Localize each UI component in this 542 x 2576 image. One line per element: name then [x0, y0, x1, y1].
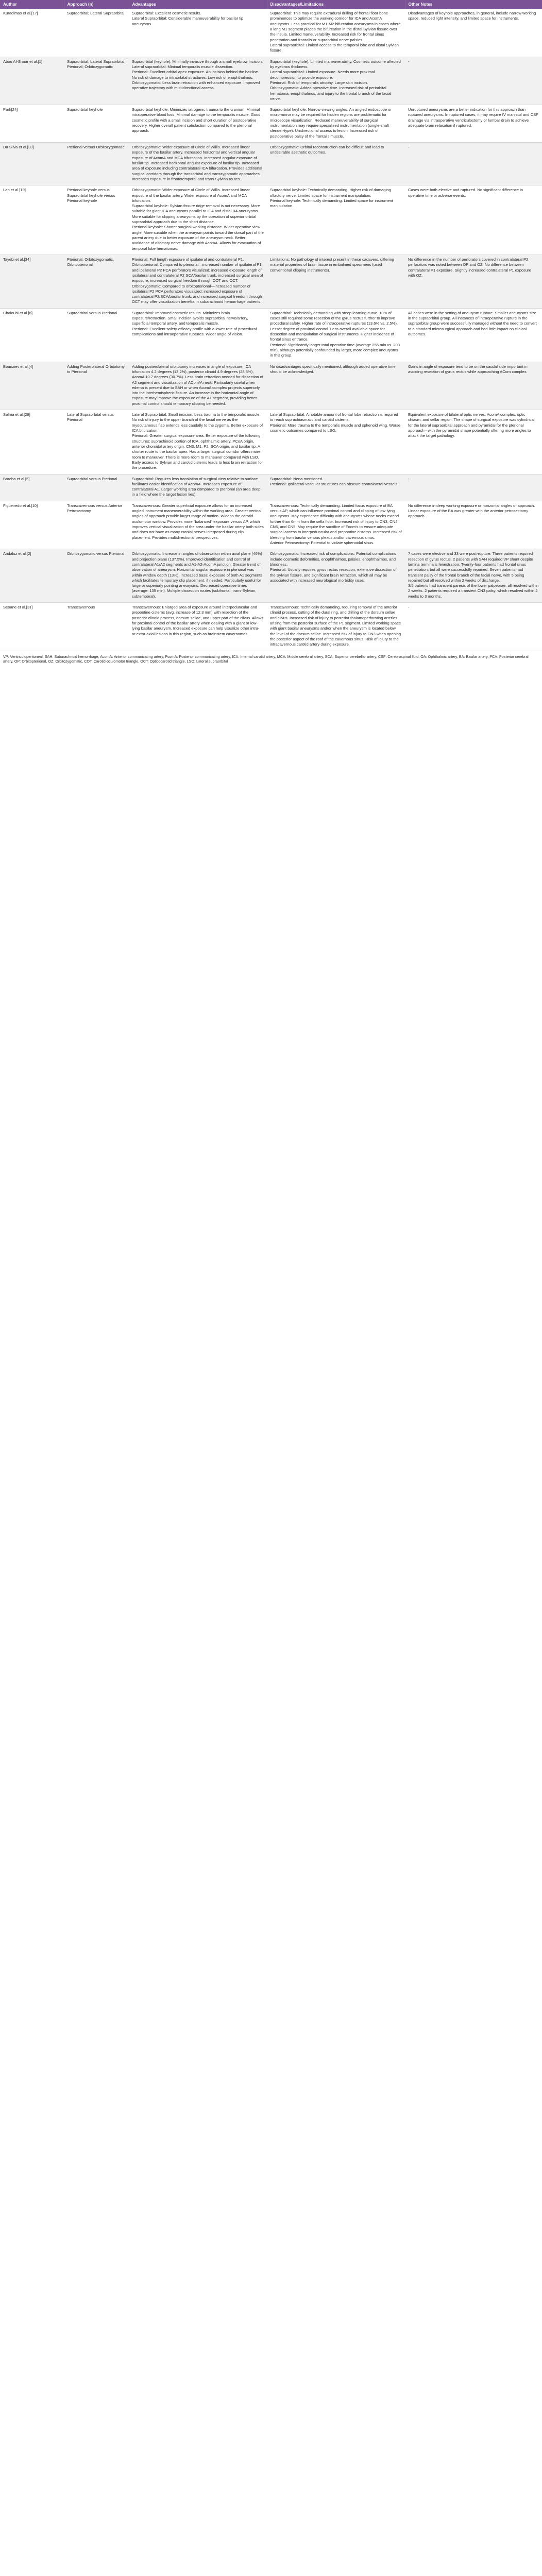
disadvantages-cell: Supraorbital: This may require extradural drilling of frontal floor bone prominences to optimize the working corridor for ICA and AcomA aneurysms. Less practical for M1-M2 bifurcation aneurysms in cases where a long M1 segment places the bifurcation in the distal Sylvian fissure over the insula. Limited maneuverability. Increased risk for frontal sinus penetration and frontalis or supraorbital nerve palsies. Lateral supraorbital: Limited access to the temporal lobe and distal Sylvian fissure.: [267, 9, 405, 57]
author-cell: Figueiredo et al.[10]: [0, 501, 64, 549]
disadvantages-cell: Lateral Supraorbital: A notable amount of frontal lobe retraction is required to reach suprachiasmatic and carotid cisterns. Pterional: More trauma to the temporalis muscle and sphenoid wing. Worse cosmetic outcomes compared to LSO.: [267, 410, 405, 474]
approach-comparison-table: [0, 0, 542, 651]
review-table-container: [0, 0, 542, 666]
notes-cell: -: [405, 603, 542, 651]
author-cell: Bounziev et al.[4]: [0, 362, 64, 410]
approach-cell: Transcavernous versus Anterior Petrosectomy: [64, 501, 129, 549]
notes-cell: Equivalent exposure of bilateral optic nerves, AcomA complex, optic chiasm, and sellar region. The shape of surgical exposure was cylindrical for the lateral supraorbital approach and pyramidal for the pterional approach - with the pyramidal shape potentially offering more angles to attack the target pathology.: [405, 410, 542, 474]
table-row: [0, 57, 542, 105]
header-row: [0, 0, 542, 9]
notes-cell: Gains in angle of exposure tend to be on the caudal side important in avoiding resection of gyrus rectus while approaching ACom complex.: [405, 362, 542, 410]
author-cell: Salma et al.[29]: [0, 410, 64, 474]
advantages-cell: Orbitozygomatic: Wider exposure of Circle of Willis. Increased linear exposure of the basilar artery. Wider exposure of AcomA and MCA bifurcation. Supraorbital keyhole: Sylvian fissure ridge removal is not necessary. More suitable for giant ICA aneurysms parallel to ICA and distal BA aneurysms. More suitable for clipping aneurysms by the operation of superior orbital supraorbital approach due to the short distance. Pterional keyhole: Shorter surgical working distance. Wider operative view angle. More suitable when the aneurysm points toward the dorsal part of the parent artery due to better exposure of the aneurysm neck. Better avoidance of olfactory nerve damage with AcomA. Allows for evacuation of temporal lobe hematomas.: [129, 185, 267, 255]
notes-cell: -: [405, 474, 542, 501]
author-cell: Boreha et al.[5]: [0, 474, 64, 501]
table-row: [0, 255, 542, 308]
disadvantages-cell: Orbitozygomatic: Orbital reconstruction can be difficult and lead to undesirable aesthetic outcomes.: [267, 143, 405, 185]
table-row: [0, 9, 542, 57]
advantages-cell: Pterional: Full length exposure of ipsilateral and contralateral P1. Orbitopterional: Compared to pterional—increased number of ipsilateral P1 and ipsilateral P2 PCA perforators visualized; increased exposure length of ipsilateral and contralateral P2 SCA/basilar trunk, increased surgical area of exposure, increased surgical freedom through COT and OCT. Orbitozygomatic: Compared to orbitopterional—increased number of ipsilateral P2 PCA perforators visualized; increased exposure of contralateral P2/SCA/basilar trunk, and increased surgical freedom through OCT may offer visualization benefits in subarachnoid hemorrhage patients.: [129, 255, 267, 308]
column-header-approach: Approach (n): [64, 0, 129, 9]
author-cell: Tayebi et al.[34]: [0, 255, 64, 308]
table-row: [0, 603, 542, 651]
author-cell: Kuradimas et al.[17]: [0, 9, 64, 57]
notes-cell: -: [405, 57, 542, 105]
column-header-author: Author: [0, 0, 64, 9]
advantages-cell: Supraorbital keyhole: Minimizes iatrogenic trauma to the cranium. Minimal intraoperative blood loss. Minimal damage to the temporalis muscle. Good cosmetic profile with a small incision and short duration of postoperative recovery. Higher overall patient satisfaction compared to the pterional approach.: [129, 105, 267, 143]
author-cell: Abou Al-Shaar et al.[1]: [0, 57, 64, 105]
column-header-disadvantages: Disadvantages/Limitations: [267, 0, 405, 9]
author-cell: Seoane et al.[31]: [0, 603, 64, 651]
disadvantages-cell: Supraorbital keyhole: Technically demanding. Higher risk of damaging olfactory nerve. Limited space for instrument manipulation. Pterional keyhole: Technically demanding. Limited space for instrument manipulation.: [267, 185, 405, 255]
disadvantages-cell: Transcavernous: Technically demanding. Limited focus exposure of BA versus AP, which can influence proximal control and clipping of low-lying aneurysms. May experience difficulty with aneurysms whose necks extend further than 6mm from the sella floor. Increased risk of injury to CN3, CN4, CN6, and CN5. May require the sacrifice of Foom's to ensure adequate surgical access to interpeduncular and prepontine cisterns. Increased risk of bleeding from basilar venous plexus and/or cavernous sinus. Anterior Petrosectomy: Potential to violate sphenoidal sinus.: [267, 501, 405, 549]
table-row: [0, 362, 542, 410]
approach-cell: Supraorbital keyhole: [64, 105, 129, 143]
approach-cell: Adding Posterolateral Orbitotomy to Pterional: [64, 362, 129, 410]
table-row: [0, 474, 542, 501]
approach-cell: Supraorbital versus Pterional: [64, 474, 129, 501]
advantages-cell: Orbitozygomatic: Increase in angles of observation within axial plane (46%) and projection plane (137.5%). Improved identification and control of contralateral A1/A2 segments and A1-A2-AcomA junction. Greater trend of observation of aneurysm. Horizontal angular exposure in pterional was within window depth (13%). Increased basal exposure of both A1 segments which facilitates temporary clip placement, if needed. Particularly useful for large or superiorly pointing aneurysms. Decreased operative times (average: 135 min). Multiple dissection routes (subfrontal, trans-Sylvian, subtemporal).: [129, 549, 267, 603]
notes-cell: No difference in deep working exposure or horizontal angles of approach. Linear exposure of the BA was greater with the anterior petrosectomy approach.: [405, 501, 542, 549]
advantages-cell: Adding posterolateral orbitotomy increases in angle of exposure: ICA bifurcation 4.2 degrees (13.2%), posterior clinoid 4.9 degrees (28.5%), AcomA 10.7 degrees (30.7%). Less brain retraction needed for dissection of A2 segment and visualization of ACom/A neck. Particularly useful when edema is present due to SAH or when AcomA complex projects superiorly into the interhemispheric fissure. An increase in the horizontal angle of exposure may improve the exposure of the A1 segment, providing better proximal control should temporary clipping be needed.: [129, 362, 267, 410]
table-body: [0, 9, 542, 651]
approach-cell: Pterional versus Orbitozygomatic: [64, 143, 129, 185]
author-cell: Andaluz et al.[2]: [0, 549, 64, 603]
table-row: [0, 501, 542, 549]
notes-cell: Cases were both elective and ruptured. No significant difference in operative time or adverse events.: [405, 185, 542, 255]
author-cell: Chalouhi et al.[6]: [0, 308, 64, 362]
author-cell: Da Silva et al.[33]: [0, 143, 64, 185]
approach-cell: Transcavernous: [64, 603, 129, 651]
disadvantages-cell: Supraorbital keyhole: Narrow viewing angles. An angled endoscope or micro-mirror may be required for hidden regions are problematic for microscope visualization. Reduced maneuverability of surgical instrumentation may require specialized instrumentation (single-shaft slender-type). Unidirectional access to lesion. Increased risk of postoperative palsy of the frontalis muscle.: [267, 105, 405, 143]
author-cell: Park[24]: [0, 105, 64, 143]
disadvantages-cell: Supraorbital: Technically demanding with steep learning curve. 10% of cases still required some resection of the gyrus rectus further to improve procedural safety. Higher rate of intraoperative ruptures (13.6% vs. 2.5%). Lesser degree of proximal control. Less overall available space for dissection and manipulation of surgical instruments. Higher incidence of frontal sinus entrance. Pterional: Significantly longer total operative time (average 256 min vs. 203 min), although potentially confounded by larger, more complex aneurysms in this group.: [267, 308, 405, 362]
notes-cell: Unruptured aneurysms are a better indication for this approach than ruptured aneurysms. In ruptured cases, it may require IV mannitol and CSF drainage via intraoperative ventriculostomy or lumbar drain to achieve adequate brain relaxation if ruptured.: [405, 105, 542, 143]
advantages-cell: Orbitozygomatic: Wider exposure of Circle of Willis. Increased linear exposure of the basilar artery. Increased horizontal and vertical angular exposure of AcomA and MCA bifurcation. Increased angular exposure of basilar tip. Increased horizontal angular exposure of basilar tip. Increased area of exposure including contralateral ICA bifurcation. Provides additional surgical corridors through the transorbital and transzygomatic approaches. Increases exposure in frontotemporal and trans-Sylvian routes.: [129, 143, 267, 185]
table-row: [0, 549, 542, 603]
notes-cell: No difference in the number of perforators covered in contralateral P2 perforators was noted between OP and OZ. No difference between contralateral P1 exposure. Slightly increased contralateral P1 exposure with OZ.: [405, 255, 542, 308]
approach-cell: Supraorbital; Lateral Supraorbital; Pterional; Orbitozygomatic: [64, 57, 129, 105]
approach-cell: Pterional, Orbitozygomatic, Orbitopterional: [64, 255, 129, 308]
advantages-cell: Lateral Supraorbital: Small incision. Less trauma to the temporalis muscle. No risk of injury to the upper branch of the facial nerve as the myocutaneous flap extends less caudally to the zygoma. Better exposure of ICA bifurcation. Pterional: Greater surgical exposure area. Better exposure of the following structures: suprachinoid portion of ICA, ophthalmic artery, PCoA origin, anterior choroidal artery origin, CN3, M1, P2, SCA origin, and basilar tip. A shorter route to the basilar apex. Has a larger surgical corridor offers more room to maneuver. There is more room to maneuver compared with LSO. Early access to Sylvian and carotid cisterns leads to less brain retraction for the procedure.: [129, 410, 267, 474]
advantages-cell: Supraorbital: Excellent cosmetic results. Lateral Supraorbital: Considerable maneuverability for basilar tip aneurysms.: [129, 9, 267, 57]
table-row: [0, 410, 542, 474]
notes-cell: -: [405, 143, 542, 185]
disadvantages-cell: Orbitozygomatic: Increased risk of complications. Potential complications include cosmetic deformities, enophthalmos, palsies, enophthalmos, and blindness. Pterional: Usually requires gyrus rectus resection, extensive dissection of the Sylvian fissure, and significant brain retraction, which all may be associated with increased neurological morbidity rates.: [267, 549, 405, 603]
disadvantages-cell: Limitations: No pathology of interest present in these cadavers, differing material properties of brain tissue in embalmed specimens (used conventional clipping instruments).: [267, 255, 405, 308]
notes-cell: All cases were in the setting of aneurysm rupture. Smaller aneurysms size in the supraorbital group. All instances of intraoperative rupture in the supraorbital group were successfully managed without the need to convert to a standard microsurgical approach and had little impact on clinical outcomes.: [405, 308, 542, 362]
approach-cell: Lateral Supraorbital versus Pterional: [64, 410, 129, 474]
table-row: [0, 308, 542, 362]
table-row: [0, 105, 542, 143]
disadvantages-cell: No disadvantages specifically mentioned, although added operative time should be acknowledged.: [267, 362, 405, 410]
notes-cell: 7 cases were elective and 33 were post-rupture. Three patients required resection of gyrus rectus. 2 patients with SAH required VP shunt despite lamina terminalis fenestration. Twenty-four patients had frontal sinus penetration, but all were successfully repaired. Seven patients had transient palsy of the frontal branch of the facial nerve, with 5 being repaired but all resolved within 2 weeks of discharge. 3/5 patients had transient paresis of the lower palpebrae, all resolved within 2 weeks. 2 patients required a transient CN3 palsy, which resolved within 2 weeks to 3 months.: [405, 549, 542, 603]
advantages-cell: Supraorbital: Requires less translation of surgical view relative to surface facilitates easier identification of AcomA. Increases exposure of contralateral A1. Larger working area compared to pterional (an area deep in a field where the target lesion lies).: [129, 474, 267, 501]
advantages-cell: Transcavernous: Enlarged area of exposure around interpeduncular and prepontine cisterns (avg. increase of 12.3 mm) with resection of the posterior clinoid process, dorsum sellae, and upper part of the clivus. Allows for proximal control of the basilar artery when dealing with a giant or low-lying basilar aneurysm. Increased exposure can help visualize other intra- or extra-axial lesions in this region, such as brainstem cavernomas.: [129, 603, 267, 651]
table-header: [0, 0, 542, 9]
disadvantages-cell: Supraorbital (keyhole): Limited maneuverability. Cosmetic outcome affected by eyebrow thickness. Lateral supraorbital: Limited exposure. Needs more proximal decompression to provide exposure. Pterional: Risk of temporalis atrophy. Large skin incision. Orbitozygomatic: Added operative time. Increased risk of periorbital hematoma, enophthalmos, and injury to the frontal branch of the facial nerve.: [267, 57, 405, 105]
advantages-cell: Supraorbital: Improved cosmetic results. Minimizes brain exposure/retraction. Small incision avoids supraorbital nerve/artery, superficial temporal artery, and temporalis muscle. Pterional: Excellent safety-efficacy profile with a lower rate of procedural complications and intraoperative ruptures. Wider angle of vision.: [129, 308, 267, 362]
approach-cell: Supraorbital versus Pterional: [64, 308, 129, 362]
disadvantages-cell: Transcavernous: Technically demanding, requiring removal of the anterior clinoid process, cutting of the dural ring, and drilling of the dorsum sellae and clivus. Increased risk of injury to posterior thalamoperforating arteries arising from the posterior surface of the P1 segment. Limited working space with giant basilar aneurysms and/or when the aneurysm is located below the level of the dorsum sellae. Increased risk of injury to CN3 when opening the posterior aspect of the roof of the cavernous sinus. Risk of injury to the intracavernous carotid artery during exposure.: [267, 603, 405, 651]
table-row: [0, 143, 542, 185]
notes-cell: Disadvantages of keyhole approaches, in general, include narrow working space, reduced light intensity, and limited space for instruments.: [405, 9, 542, 57]
approach-cell: Supraorbital; Lateral Supraorbital: [64, 9, 129, 57]
column-header-advantages: Advantages: [129, 0, 267, 9]
advantages-cell: Transcavernous: Greater superficial exposure allows for an increased angled instrument maneuverability within the working area. Greater vertical angles of approach provide larger range of motion. Widens the carotid-oculomotor window. Provides more "balanced" exposure versus AP, which improves vertical visualization of the area under the basilar artery both sides and does not have as many cranial nerves interposed during clip placement. Provides multidirectional perspectives.: [129, 501, 267, 549]
approach-cell: Orbitozygomatic versus Pterional: [64, 549, 129, 603]
approach-cell: Pterional keyhole versus Supraorbital keyhole versus Pterional keyhole: [64, 185, 129, 255]
column-header-notes: Other Notes: [405, 0, 542, 9]
table-footnote: VP: Ventriculoperitoneal, SAH: Subarachnoid hemorrhage, AcomA: Anterior communicating artery, PcomA: Posterior communicating artery, ICA: Internal carotid artery, MCA: Middle cerebral artery, SCA: Superior cerebellar artery, CSF: Cerebrospinal fluid, OA: Ophthalmic artery, BA: Basilar artery, PCA: Posterior cerebral artery, OP: Orbitopterional, OZ: Orbitozygomatic, COT: Carotid-oculomotor triangle, OCT: Opticocarotid triangle, LSO: Lateral supraorbital: [3, 654, 529, 664]
advantages-cell: Supraorbital (keyhole): Minimally invasive through a small eyebrow incision. Lateral supraorbital: Minimal temporalis muscle dissection. Pterional: Excellent orbital apex exposure. An incision behind the hairline. No risk of damage to intraorbital structures. Low risk of enophthalmos. Orbitozygomatic: Less brain retraction with enhanced exposure. Improved operative trajectory with multidirectional access.: [129, 57, 267, 105]
author-cell: Lan et al.[19]: [0, 185, 64, 255]
table-row: [0, 185, 542, 255]
disadvantages-cell: Supraorbital: Nena mentioned. Pterional: Ipsilateral vascular structures can obscure contralateral vessels.: [267, 474, 405, 501]
